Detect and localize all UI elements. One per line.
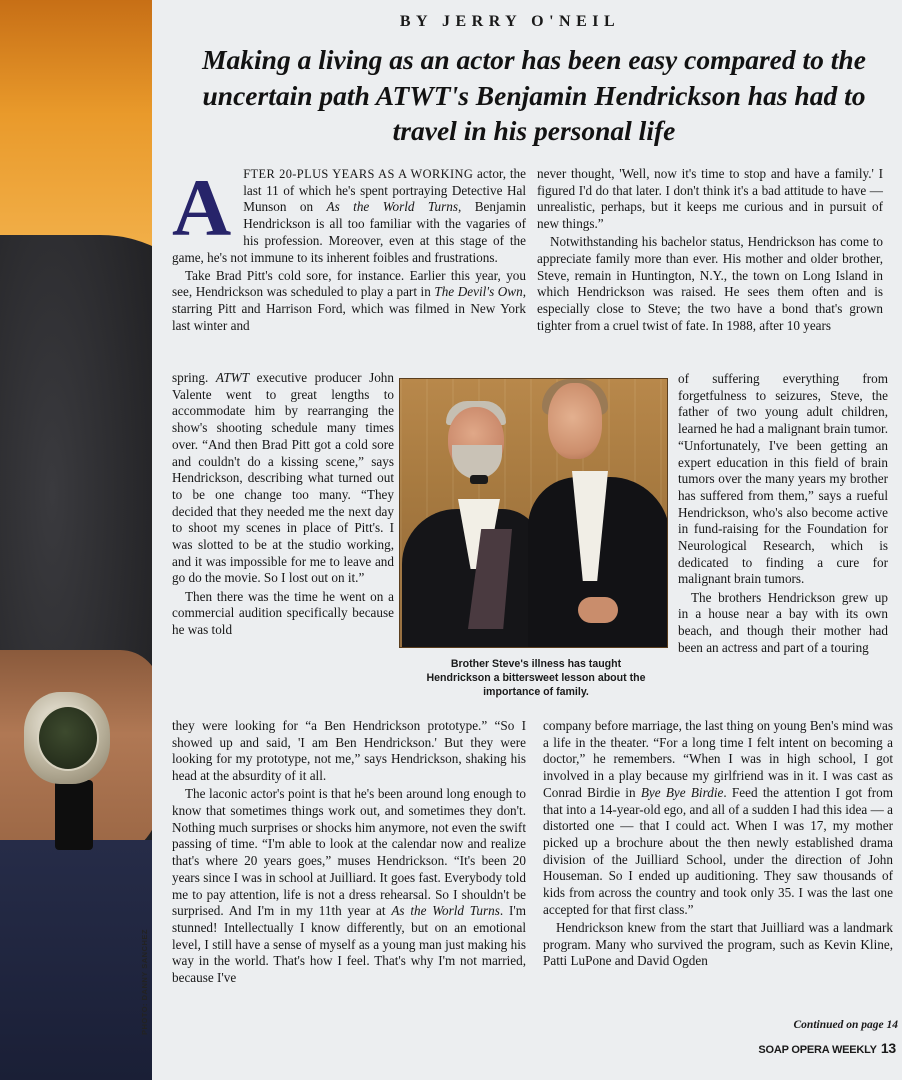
bow-tie-icon [470,475,488,484]
watch-strap [55,780,93,850]
paragraph [678,590,888,657]
paragraph [172,718,526,785]
text: executive producer John Valente went to great lengths to accommodate him by rearranging the show's shooting schedule many times over. “And then Brad Pitt got a cold sore and couldn't do a kissing scene,” says Hendrickson, describing what turned out to be one change too many. “They decided that they needed me the next day to shoot my scenes in place of Pitt's. I was slotted to be at the studio working, and it was impossible for me to leave and go do the movie. So I lost out on it.” [172,370,394,586]
text: Notwithstanding his bachelor status, Hendrickson has come to appreciate family more than ever. His mother and older brother, Steve, remain in Huntington, N.Y., the town on Long Island in which Hendrickson was raised. He sees them often and is especially close to Steve; the two have a bond that's grown tighter from a cruel twist of fate. In 1988, after 10 years [537,234,883,333]
drop-cap: A [172,162,232,253]
photo-caption: Brother Steve's illness has taught Hendrickson a bittersweet lesson about the importance of family. [426,658,646,699]
paragraph [543,920,893,970]
text: Then there was the time he went on a commercial audition specifically because he was told [172,588,394,638]
continued-note: Continued on page 14 [793,1019,898,1031]
paragraph [543,718,893,918]
article-column-1-narrow [172,370,394,640]
text: company before marriage, the last thing on young Ben's mind was a life in the theater. “For a long time I felt intent on becoming a doctor,” he remembers. “When I was in high school, I got involved in a play because my girlfriend was in it. I was cast as Conrad Birdie in [543,718,893,800]
text: actor, the last 11 of which he's spent portraying Detective Hal Munson on [243,166,526,215]
photo-face-right [548,383,602,459]
headline: Making a living as an actor has been easy compared to the uncertain path ATWT's Benjamin Hendrickson has had to travel in his personal life [202,44,866,146]
side-photo-strip [0,0,152,1080]
paragraph [537,166,883,233]
paragraph [172,162,526,266]
text: spring. [172,370,216,385]
text: they were looking for “a Ben Hendrickson prototype.” “So I showed up and said, 'I am Ben Hendrickson.' But they were looking for my prototype, not me,” says Hendrickson, shaking his head at the absurdity of it all. [172,718,526,784]
paragraph [678,371,888,588]
background-orange [0,0,152,255]
movie-title: The Devil's Own [434,284,523,300]
photo-hands-right [578,597,618,623]
text: , starring Pitt and Harrison Ford, which was filmed in New York last winter and [172,284,526,333]
article-column-2-narrow [678,371,888,658]
lead-in: FTER 20-PLUS YEARS AS A WORKING [243,167,474,181]
page-folio [690,1040,896,1056]
paragraph [172,589,394,639]
show-title: ATWT [215,370,250,385]
photo-credit: PHOTO: DANNY SANCHEZ [140,929,149,1035]
article-column-2-lower [543,718,893,972]
jeans-shape [0,840,152,1080]
article-column-1-lower [172,718,526,988]
text: Take Brad Pitt's cold sore, for instance. Earlier this year, you see, Hendrickson was scheduled to play a part in [172,267,526,300]
text: of suffering everything from forgetfulness to seizures, Steve, the father of two young adult children, learned he had a malignant brain tumor. “Unfortunately, I've been getting an expert education in this field of brain tumors over the many years my brother has suffered from them,” says a rueful Hendrickson, who's also become active in fund-raising for the Foundation for Neurological Research, which is dedicated to finding a cure for malignant brain tumors. [678,371,888,587]
text: never thought, 'Well, now it's time to stop and have a family.' I figured I'd do that later. I don't think it's a bad attitude to have — unrealistic, perhaps, but it keeps me curious and in pursuit of new things.” [537,166,883,232]
paragraph [537,234,883,334]
brothers-photo [399,378,668,648]
text: Hendrickson knew from the start that Juilliard was a landmark program. Many who survived the program, such as Kevin Kline, Patti LuPone and David Ogden [543,919,893,969]
paragraph [172,268,526,335]
paragraph [172,786,526,986]
byline: BY JERRY O'NEIL [399,13,621,30]
text: . Feed the attention I got from that into a 14-year-old ego, and all of a sudden I had this idea — a distorted one — that I could act. When I was 17, my mother picked up a brochure about the then newly established drama division of the Juilliard School, under the direction of John Houseman. So I ended up auditioning. They saw thousands of kids from across the country and took only 35. I was the last one accepted for that first class.” [543,784,893,917]
text: The brothers Hendrickson grew up in a house near a bay with its own beach, and though their mother had been an actress and part of a touring [678,589,888,655]
show-title: As the World Turns [391,903,500,919]
watch-face [37,705,99,771]
paragraph [172,370,394,587]
article-column-1-top [172,162,526,336]
text: , Benjamin Hendrickson is all too familiar with the vagaries of his profession. Moreover, even at this stage of the game, he's not immune to its inherent foibles and frustrations. [172,199,526,265]
magazine-name: SOAP OPERA WEEKLY [758,1044,877,1056]
page-number: 13 [880,1040,896,1056]
text: . I'm stunned! Intellectually I know differently, but on an emotional level, I still have a sense of myself as a young man just making his way in the world. That's how I feel. That's why I'm not married, because I've [172,903,526,986]
musical-title: Bye Bye Birdie [640,784,724,800]
show-title: As the World Turns [326,199,458,215]
text: The laconic actor's point is that he's been around long enough to know that sometimes things work out, and sometimes they don't. Nothing much surprises or shocks him anymore, not even the swift passing of time. “I'm able to look at the calendar now and realize that's where 20 years goes,” muses Hendrickson. “It's been 20 years since I was in school at Juilliard. It goes fast. Everybody told me to pay attention, life is not a dress rehearsal. So I shouldn't be surprised. And I'm in my 11th year at [172,786,526,919]
article-column-2-top [537,166,883,336]
